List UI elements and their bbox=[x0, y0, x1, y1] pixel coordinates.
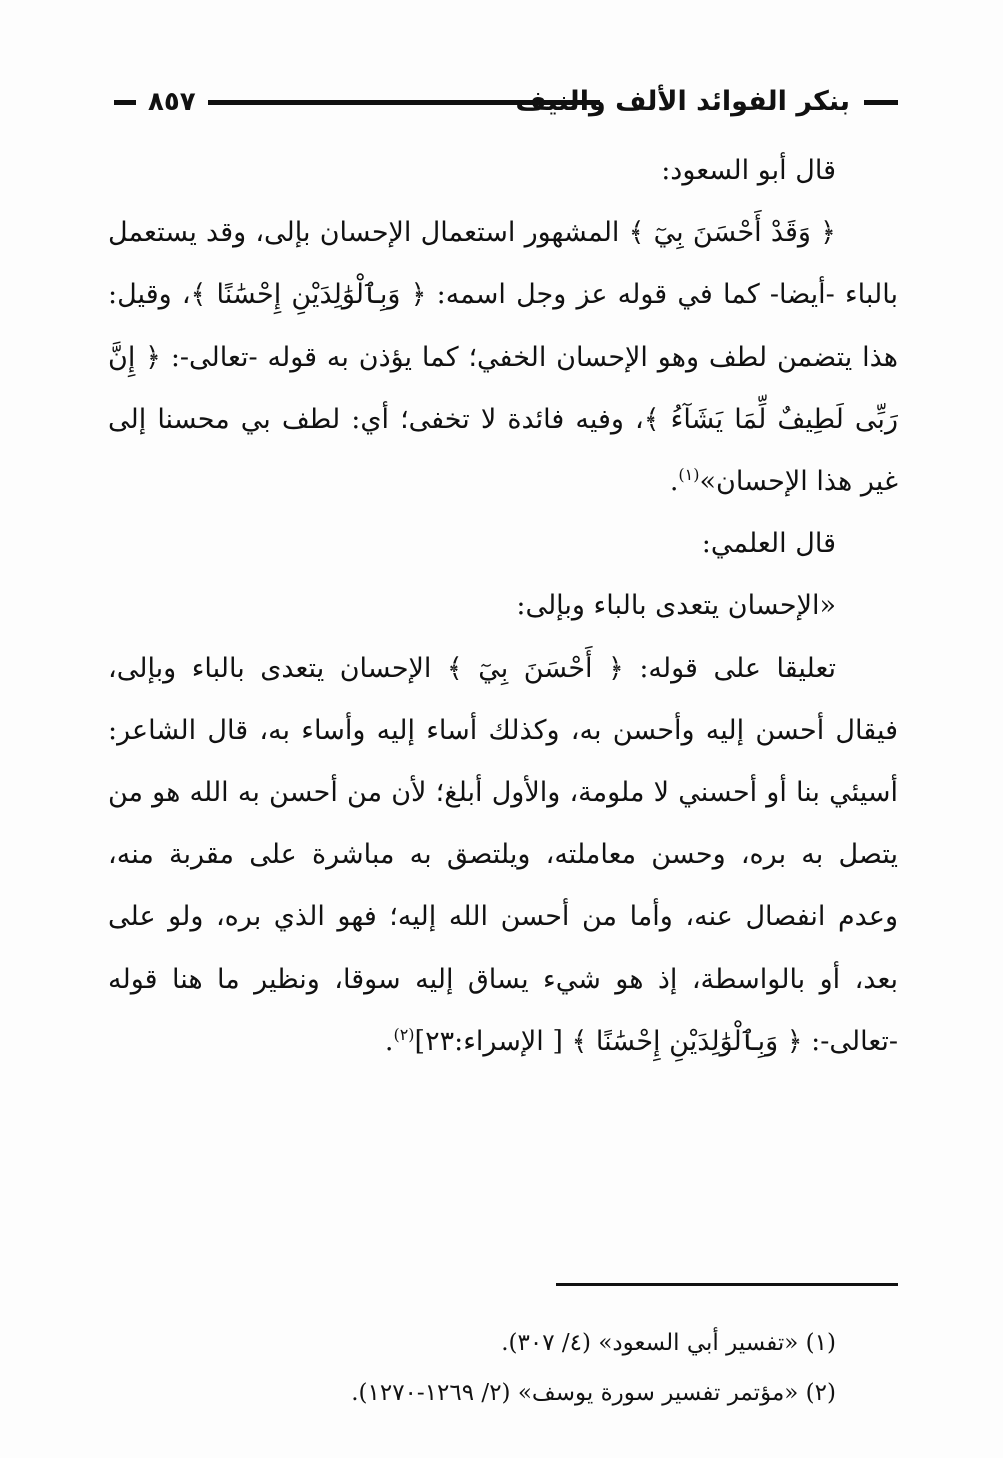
paragraph-abu-al-suud: ﴿ وَقَدْ أَحْسَنَ بِيٓ ﴾ المشهور استعمال الإحسان بإلى، وقد يستعمل بالباء -أيضا- كما في قوله عز وجل اسمه: ﴿ وَبِٱلْوَٰلِدَيْنِ إِحْسَٰنًا ﴾، وقيل: هذا يتضمن لطف وهو الإحسان الخفي؛ كما يؤذن به قوله -تعالى-: ﴿ إِنَّ رَبِّى لَطِيفٌ لِّمَا يَشَآءُ ﴾، وفيه فائدة لا تخفى؛ أي: لطف بي محسنا إلى غير هذا الإحسان»$^{(١)}$. bbox=[108, 217, 898, 498]
quote-heading: «الإحسان يتعدى بالباء وبإلى: bbox=[516, 590, 836, 622]
footnote-1: (١) «تفسير أبي السعود» (٤/ ٣٠٧). bbox=[501, 1330, 836, 1356]
page-number: ٨٥٧ bbox=[148, 87, 196, 117]
footnote-separator bbox=[556, 1283, 898, 1286]
body-text bbox=[108, 140, 898, 1073]
paragraph-al-alami: تعليقا على قوله: ﴿ أَحْسَنَ بِيٓ ﴾ الإحسان يتعدى بالباء وبإلى، فيقال أحسن إليه وأحسن به، وكذلك أساء إليه وأساء به، قال الشاعر: أسيئي بنا أو أحسني لا ملومة، والأول أبلغ؛ لأن من أحسن به الله هو من يتصل به بره، وحسن معاملته، ويلتصق به مباشرة على مقربة منه، وعدم انفصال عنه، وأما من أحسن الله إليه؛ فهو الذي بره، ولو على بعد، أو بالواسطة، إذ هو شيء يساق إليه سوقا، ونظير ما هنا قوله -تعالى-: ﴿ وَبِٱلْوَٰلِدَيْنِ إِحْسَٰنًا ﴾ [ الإسراء:٢٣]$^{(٢)}$. bbox=[108, 652, 898, 1057]
header-dash-left bbox=[114, 100, 136, 105]
paragraph-text: ﴿ وَقَدْ أَحْسَنَ بِيٓ ﴾ المشهور استعمال الإحسان بإلى، وقد يستعمل بالباء -أيضا- كما في قوله عز وجل اسمه: ﴿ وَبِٱلْوَٰلِدَيْنِ إِحْسَٰنًا ﴾، وقيل: هذا يتضمن لطف وهو الإحسان الخفي؛ كما يؤذن به قوله -تعالى-: ﴿ إِنَّ رَبِّى لَطِيفٌ لِّمَا يَشَآءُ ﴾، وفيه فائدة لا تخفى؛ أي: لطف بي محسنا إلى غير هذا الإحسان» bbox=[108, 217, 898, 498]
footnotes bbox=[108, 1318, 898, 1418]
running-title: بنكر الفوائد الألف والنيف bbox=[515, 86, 850, 117]
footnote-ref-2: (٢) bbox=[393, 1024, 415, 1044]
header-dash-right bbox=[864, 100, 898, 105]
section-heading-al-alami: قال العلمي: bbox=[701, 528, 836, 560]
paragraph-text: تعليقا على قوله: ﴿ أَحْسَنَ بِيٓ ﴾ الإحسان يتعدى بالباء وبإلى، فيقال أحسن إليه وأحسن به، وكذلك أساء إليه وأساء به، قال الشاعر: أسيئي بنا أو أحسني لا ملومة، والأول أبلغ؛ لأن من أحسن به الله هو من يتصل به بره، وحسن معاملته، ويلتصق به مباشرة على مقربة منه، وعدم انفصال عنه، وأما من أحسن الله إليه؛ فهو الذي بره، ولو على بعد، أو بالواسطة، إذ هو شيء يساق إليه سوقا، ونظير ما هنا قوله -تعالى-: ﴿ وَبِٱلْوَٰلِدَيْنِ إِحْسَٰنًا ﴾ [ الإسراء:٢٣] bbox=[108, 652, 898, 1057]
page-header bbox=[108, 80, 898, 124]
footnote-ref-1: (١) bbox=[678, 465, 700, 485]
footnote-2: (٢) «مؤتمر تفسير سورة يوسف» (٢/ ١٢٦٩-١٢٧٠). bbox=[351, 1380, 836, 1406]
section-heading-abu-al-suud: قال أبو السعود: bbox=[661, 155, 836, 186]
